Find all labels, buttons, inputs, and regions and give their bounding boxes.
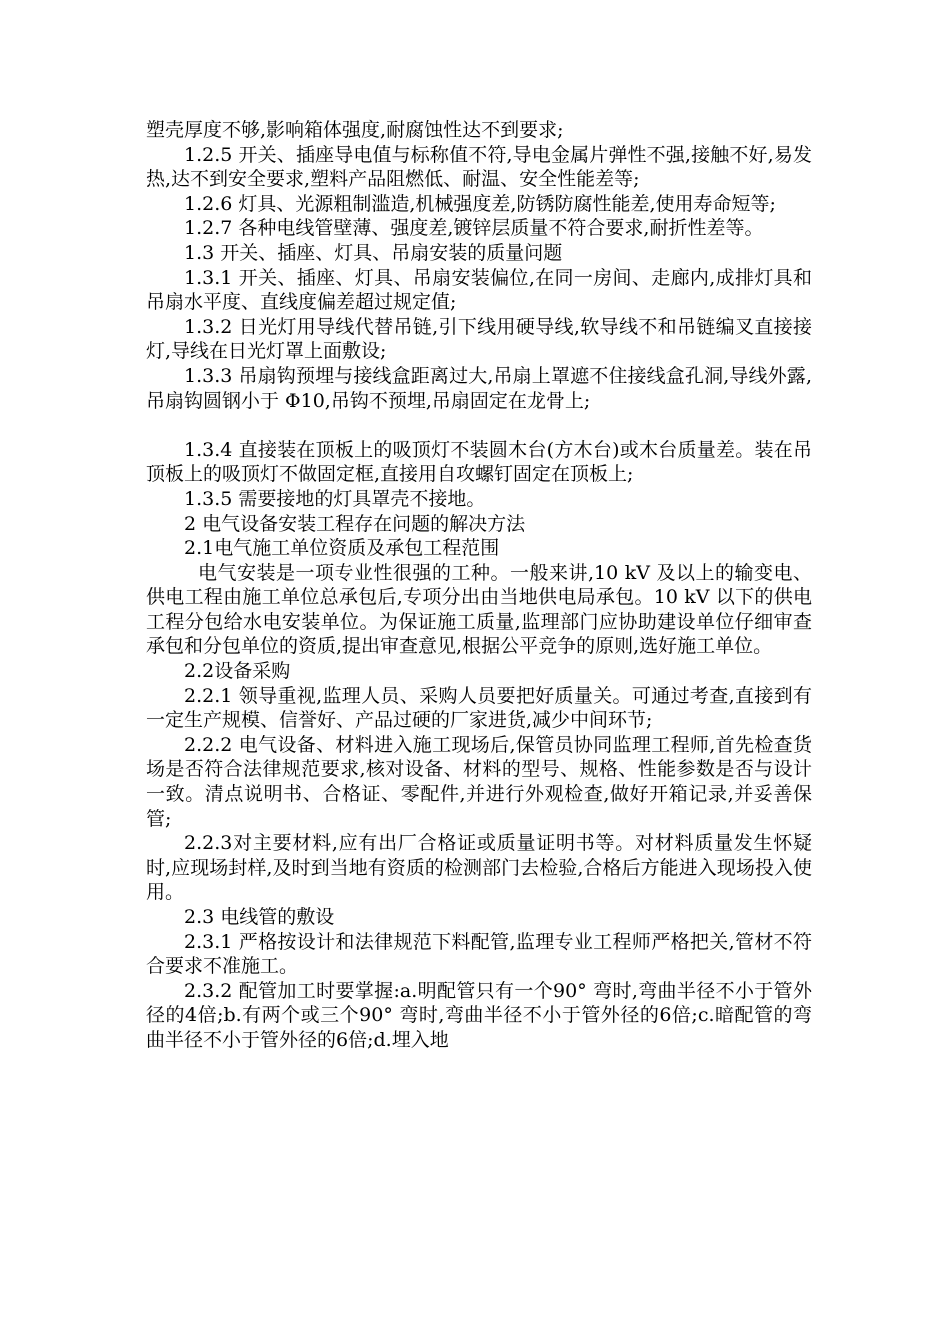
paragraph-2-2-3: 2.2.3对主要材料,应有出厂合格证或质量证明书等。对材料质量发生怀疑时,应现场封样,及时到当地有资质的检测部门去检验,合格后方能进入现场投入使用。 — [146, 832, 812, 904]
paragraph-1-3-1: 1.3.1 开关、插座、灯具、吊扇安装偏位,在同一房间、走廊内,成排灯具和吊扇水平度、直线度偏差超过规定值; — [146, 266, 812, 314]
paragraph: 塑壳厚度不够,影响箱体强度,耐腐蚀性达不到要求; — [146, 119, 564, 141]
paragraph-1-3-5: 1.3.5 需要接地的灯具罩壳不接地。 — [184, 487, 486, 510]
heading-2-1: 2.1电气施工单位资质及承包工程范围 — [184, 537, 500, 560]
heading-2: 2 电气设备安装工程存在问题的解决方法 — [184, 512, 526, 535]
heading-2-3: 2.3 电线管的敷设 — [184, 906, 335, 928]
heading-2-2: 2.2设备采购 — [184, 660, 291, 683]
paragraph-2-3-1: 2.3.1 严格按设计和法律规范下料配管,监理专业工程师严格把关,管材不符合要求不准施工。 — [146, 930, 812, 978]
paragraph-1-3-4: 1.3.4 直接装在顶板上的吸顶灯不装圆木台(方木台)或木台质量差。装在吊顶板上的吸顶灯不做固定框,直接用自攻螺钉固定在顶板上; — [146, 438, 812, 486]
paragraph-1-3-2: 1.3.2 日光灯用导线代替吊链,引下线用硬导线,软导线不和吊链编叉直接接灯,导线在日光灯罩上面敷设; — [146, 315, 812, 363]
paragraph-2-2-1: 2.2.1 领导重视,监理人员、采购人员要把好质量关。可通过考查,直接到有一定生产规模、信誉好、产品过硬的厂家进货,减少中间环节; — [146, 684, 812, 732]
document-page — [146, 118, 812, 1053]
paragraph-2-1-body: 电气安装是一项专业性很强的工种。一般来讲,10 kV 及以上的输变电、供电工程由施工单位总承包后,专项分出由当地供电局承包。10 kV 以下的供电工程分包给水电安装单位。为保证施工质量,监理部门应协助建设单位仔细审查承包和分包单位的资质,提出审查意见,根据公平竞争的原则,选好施工单位。 — [146, 561, 812, 658]
heading-1-3: 1.3 开关、插座、灯具、吊扇安装的质量问题 — [184, 241, 563, 264]
paragraph-1-2-7: 1.2.7 各种电线管壁薄、强度差,镀锌层质量不符合要求,耐折性差等。 — [184, 217, 764, 240]
paragraph-1-3-3: 1.3.3 吊扇钩预埋与接线盒距离过大,吊扇上罩遮不住接线盒孔洞,导线外露,吊扇钩圆钢小于 Φ10,吊钩不预埋,吊扇固定在龙骨上; — [146, 364, 812, 412]
paragraph-2-2-2: 2.2.2 电气设备、材料进入施工现场后,保管员协同监理工程师,首先检查货场是否符合法律规范要求,核对设备、材料的型号、规格、性能参数是否与设计一致。清点说明书、合格证、零配件,并进行外观检查,做好开箱记录,并妥善保管; — [146, 733, 812, 830]
blank-line — [146, 413, 812, 438]
paragraph-1-2-6: 1.2.6 灯具、光源粗制滥造,机械强度差,防锈防腐性能差,使用寿命短等; — [184, 192, 776, 215]
paragraph-1-2-5: 1.2.5 开关、插座导电值与标称值不符,导电金属片弹性不强,接触不好,易发热,达不到安全要求,塑料产品阻燃低、耐温、安全性能差等; — [146, 143, 812, 191]
paragraph-2-3-2: 2.3.2 配管加工时要掌握:a.明配管只有一个90° 弯时,弯曲半径不小于管外径的4倍;b.有两个或三个90° 弯时,弯曲半径不小于管外径的6倍;c.暗配管的弯曲半径不小于管外径的6倍;d.埋入地 — [146, 979, 812, 1051]
